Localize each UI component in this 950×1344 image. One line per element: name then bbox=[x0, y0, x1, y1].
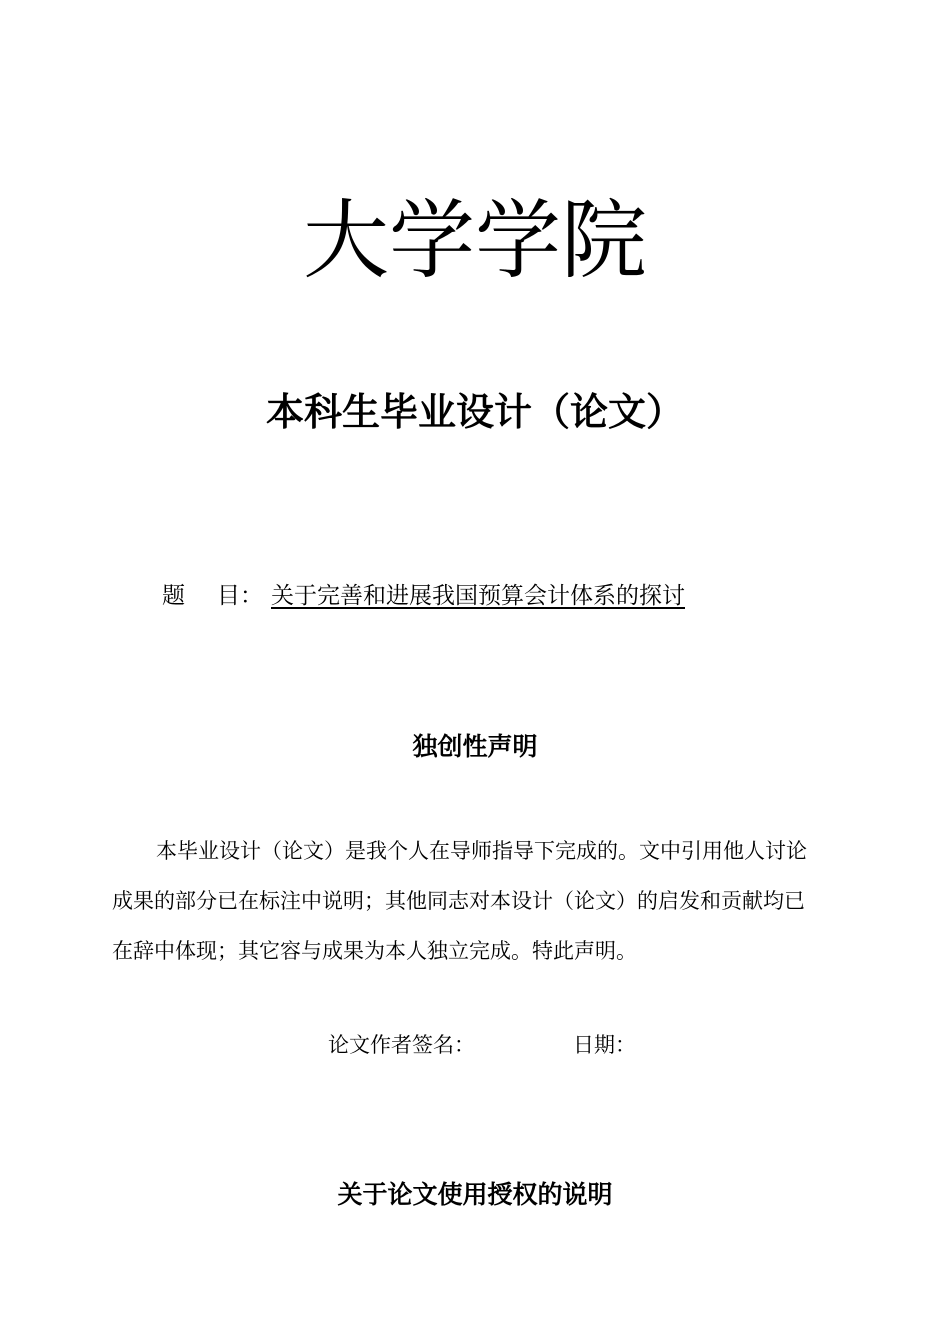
signature-label: 论文作者签名： bbox=[328, 1033, 475, 1057]
authorization-title: 关于论文使用授权的说明 bbox=[337, 1180, 613, 1209]
declaration-line-3: 在辞中体现；其它容与成果为本人独立完成。特此声明。 bbox=[112, 939, 637, 963]
declaration-line-2: 成果的部分已在标注中说明；其他同志对本设计（论文）的启发和贡献均已 bbox=[112, 889, 805, 913]
declaration-title: 独创性声明 bbox=[412, 732, 538, 761]
declaration-line-1: 本毕业设计（论文）是我个人在导师指导下完成的。文中引用他人讨论 bbox=[156, 839, 807, 863]
thesis-type-heading: 本科生毕业设计（论文） bbox=[265, 390, 684, 434]
topic-label-char-2: 目： bbox=[217, 583, 263, 609]
date-label: 日期： bbox=[573, 1033, 636, 1057]
declaration-body bbox=[112, 826, 860, 976]
signature-row bbox=[328, 1028, 636, 1062]
topic-value: 关于完善和进展我国预算会计体系的探讨 bbox=[271, 583, 685, 609]
topic-label-char-1: 题 bbox=[162, 583, 185, 609]
topic-label bbox=[162, 578, 263, 614]
topic-row bbox=[162, 578, 862, 614]
university-name: 大学学院 bbox=[303, 191, 647, 291]
